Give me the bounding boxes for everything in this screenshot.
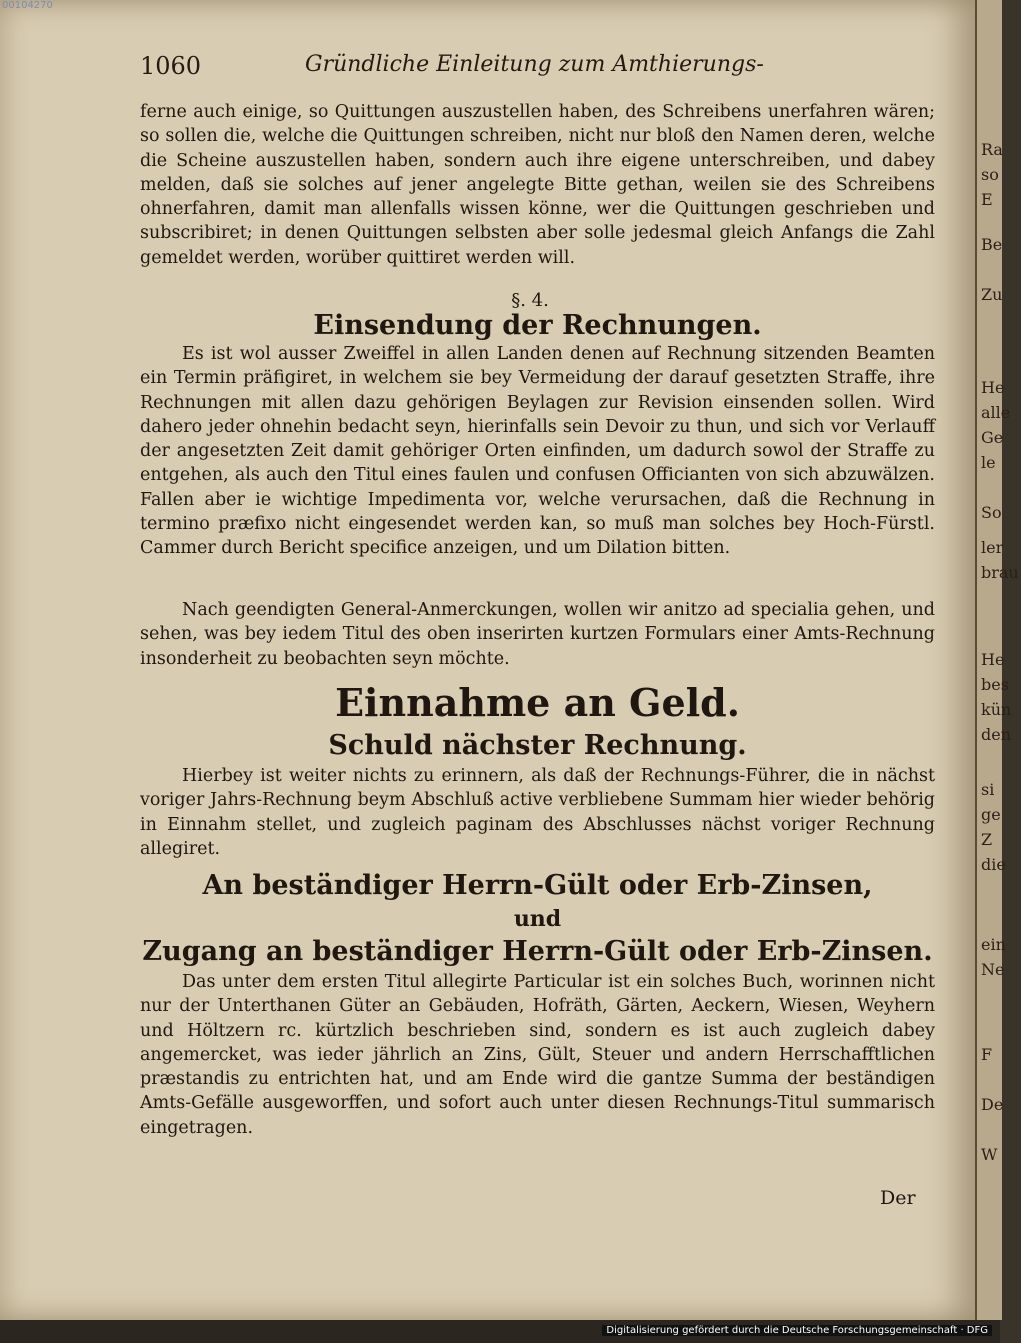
fragment: brau <box>981 563 1019 582</box>
heading-einnahme: Einnahme an Geld. <box>335 680 740 725</box>
fragment: So <box>981 503 1002 522</box>
heading-gult-1: An beständiger Herrn-Gült oder Erb-Zinsen, <box>202 870 873 901</box>
heading-gult-2: Zugang an beständiger Herrn-Gült oder Erb-Zinsen. <box>142 936 933 967</box>
fragment: die <box>981 855 1006 874</box>
fragment: alle <box>981 403 1011 422</box>
fragment: bes <box>981 675 1009 694</box>
adjacent-page-edge <box>975 0 1019 1320</box>
paragraph-text: Nach geendigten General-Anmerckungen, wollen wir anitzo ad specialia gehen, und sehen, was bey iedem Titul des oben inserirten kurtzen Formulars einer Amts-Rechnung insonderheit zu beobachten seyn möchte. <box>140 600 935 669</box>
paragraph-text: ferne auch einige, so Quittungen auszustellen haben, des Schreibens unerfahren wären; so sollen die, welche die Quittungen schreiben, nicht nur bloß den Namen deren, welche die Scheine auszustellen haben, sondern auch ihre eigene unterschreiben, und dabey melden, daß sie solches auf jener angelegte Bitte gethan, weilen sie des Schreibens ohnerfahren, damit man allenfalls wissen könne, wer die Quittungen geschrieben und subscribiret; in denen Quittungen selbsten aber solle jedesmal gleich Anfangs die Zahl gemeldet werden, worüber quittiret werden will. <box>140 102 935 268</box>
heading-einsendung: Einsendung der Rechnungen. <box>313 310 762 341</box>
fragment: si <box>981 780 995 799</box>
paragraph-einsendung <box>140 342 935 561</box>
fragment: so <box>981 165 999 184</box>
fragment: Ra <box>981 140 1003 159</box>
running-title: Gründliche Einleitung zum Amthierungs- <box>305 52 764 77</box>
heading-und: und <box>513 906 562 932</box>
fragment: De <box>981 1095 1004 1114</box>
paragraph-text: Das unter dem ersten Titul allegirte Particular ist ein solches Buch, worinnen nicht nur der Unterthanen Güter an Gebäuden, Hofräth, Gärten, Aeckern, Wiesen, Weyhern und Höltzern rc. kürtzlich beschrieben sind, sondern es ist auch zugleich dabey angemercket, was ieder jährlich an Zins, Gült, Steuer und andern Herrschafftlichen præstandis zu entrichten hat, und am Ende wird die gantze Summa der beständigen Amts-Gefälle ausgeworffen, und sofort auch unter diesen Rechnungs-Titul summarisch eingetragen. <box>140 972 935 1138</box>
scan-id: 00104270 <box>2 0 53 11</box>
page-number: 1060 <box>140 52 202 80</box>
heading-schuld: Schuld nächster Rechnung. <box>328 730 747 761</box>
page-header <box>140 52 790 88</box>
paragraph-text: Hierbey ist weiter nichts zu erinnern, als daß der Rechnungs-Führer, die in nächst voriger Jahrs-Rechnung beym Abschluß active verbliebene Summam hier wieder behörig in Einnahm stellet, und zugleich paginam des Abschlusses nächst voriger Rechnung allegiret. <box>140 766 935 859</box>
fragment: Ne <box>981 960 1005 979</box>
fragment: He <box>981 650 1005 669</box>
paragraph-general <box>140 598 935 671</box>
fragment: Be <box>981 235 1003 254</box>
fragment: F <box>981 1045 993 1064</box>
fragment: ge <box>981 805 1001 824</box>
paragraph-particular <box>140 970 935 1140</box>
fragment: Zu <box>981 285 1003 304</box>
fragment: le <box>981 453 996 472</box>
fragment: Z <box>981 830 993 849</box>
funding-footer: Digitalisierung gefördert durch die Deutsche Forschungsgemeinschaft · DFG <box>602 1325 992 1336</box>
paragraph-quittungen <box>140 100 935 270</box>
section-mark: §. 4. <box>511 290 549 311</box>
fragment: ein <box>981 935 1006 954</box>
fragment: den <box>981 725 1012 744</box>
fragment: E <box>981 190 993 209</box>
catchword: Der <box>880 1187 916 1209</box>
fragment: He <box>981 378 1005 397</box>
fragment: ler <box>981 538 1004 557</box>
fragment: W <box>981 1145 998 1164</box>
paragraph-schuld <box>140 764 935 861</box>
paragraph-text: Es ist wol ausser Zweiffel in allen Landen denen auf Rechnung sitzenden Beamten ein Termin präfigiret, in welchem sie bey Vermeidung der darauf gesetzten Straffe, ihre Rechnungen mit allen dazu gehörigen Beylagen zur Revision einsenden sollen. Wird dahero jeder ohnehin bedacht seyn, hierinfalls sein Devoir zu thun, und sich vor Verlauff der angesetzten Zeit damit gehöriger Orten einfinden, um dadurch sowol der Straffe zu entgehen, als auch den Titul eines faulen und confusen Officianten von sich abzuwälzen. Fallen aber ie wichtige Impedimenta vor, welche verursachen, daß die Rechnung in termino præfixo nicht eingesendet werden kan, so muß man solches bey Hoch-Fürstl. Cammer durch Bericht specifice anzeigen, und um Dilation bitten. <box>140 344 935 559</box>
fragment: Ge <box>981 428 1004 447</box>
fragment: kün <box>981 700 1012 719</box>
